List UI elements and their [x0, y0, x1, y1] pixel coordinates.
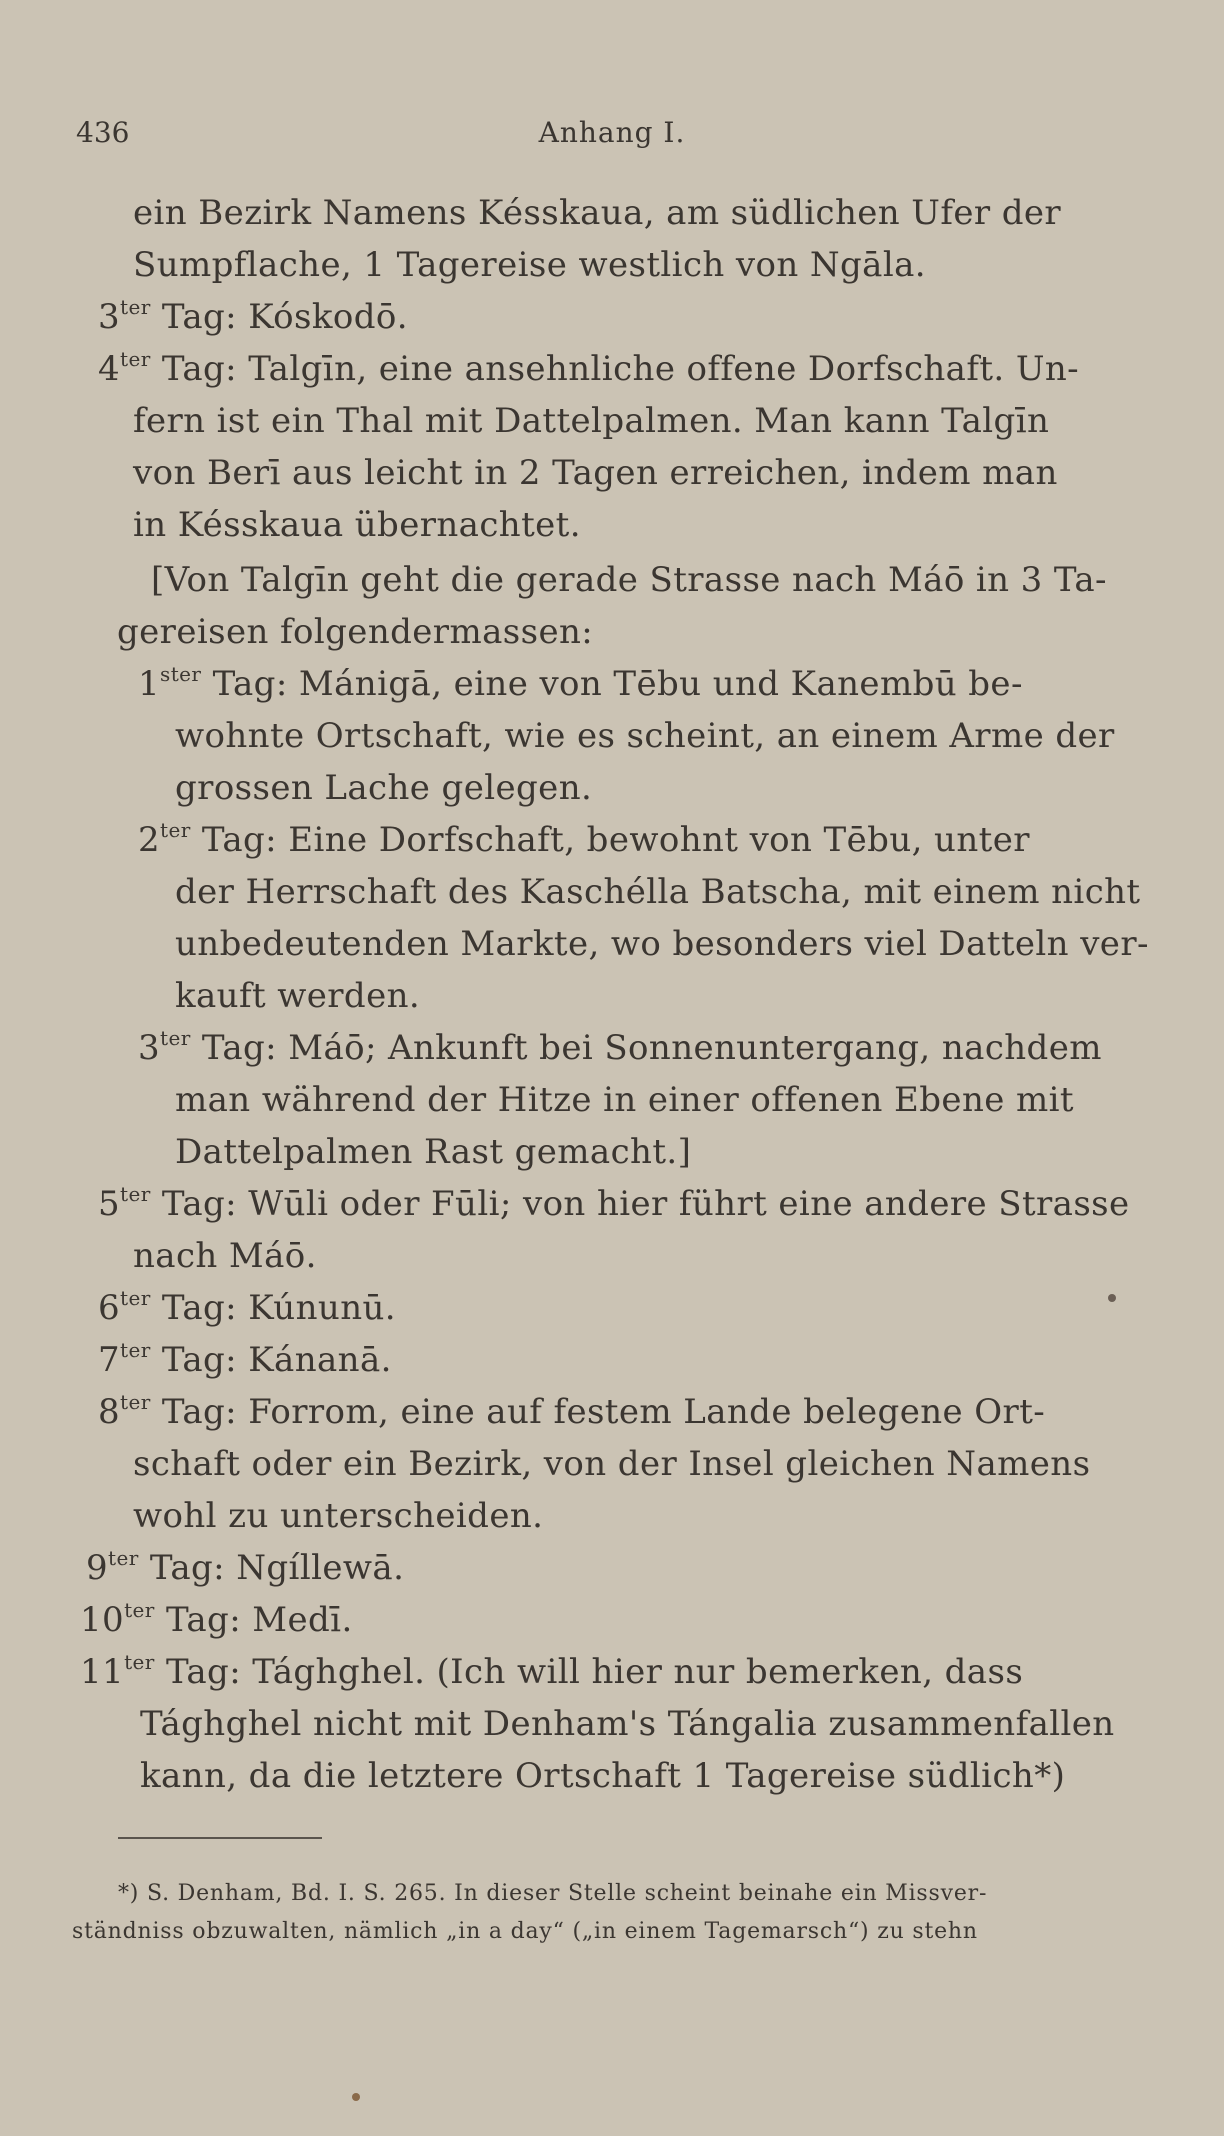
itinerary-subentry-day-2: $2^{ter}$ Tag: Eine Dorfschaft, bewohnt von Tēbu, unter	[138, 817, 1030, 860]
itinerary-entry-day-6: $6^{ter}$ Tag: Kúnunū.	[98, 1285, 396, 1328]
text-line: [Von Talgīn geht die gerade Strasse nach Máō in 3 Ta-	[151, 560, 1107, 600]
running-title: Anhang I.	[538, 116, 686, 149]
itinerary-entry-day-10: $10^{ter}$ Tag: Medī.	[80, 1597, 353, 1640]
itinerary-subentry-day-3: $3^{ter}$ Tag: Máō; Ankunft bei Sonnenuntergang, nachdem	[138, 1025, 1102, 1068]
text-line: Tághghel nicht mit Denham's Tángalia zusammenfallen	[140, 1704, 1115, 1744]
itinerary-entry-day-4: $4^{ter}$ Tag: Talgīn, eine ansehnliche offene Dorfschaft. Un-	[98, 346, 1080, 389]
text-line: schaft oder ein Bezirk, von der Insel gleichen Namens	[133, 1444, 1091, 1484]
text-line: fern ist ein Thal mit Dattelpalmen. Man kann Talgīn	[133, 401, 1050, 441]
text-line: nach Máō.	[133, 1236, 317, 1276]
text-line: der Herrschaft des Kaschélla Batscha, mit einem nicht	[175, 872, 1141, 912]
itinerary-entry-day-3: $3^{ter}$ Tag: Kóskodō.	[98, 294, 408, 337]
footnote-divider	[118, 1837, 322, 1839]
itinerary-entry-day-8: $8^{ter}$ Tag: Forrom, eine auf festem Lande belegene Ort-	[98, 1389, 1046, 1432]
text-line: unbedeutenden Markte, wo besonders viel Datteln ver-	[175, 924, 1149, 964]
text-line: in Késskaua übernachtet.	[133, 505, 581, 545]
text-line: kann, da die letztere Ortschaft 1 Tagereise südlich*)	[140, 1756, 1066, 1796]
text-line: von Berī aus leicht in 2 Tagen erreichen, indem man	[133, 453, 1058, 493]
page-number: 436	[76, 116, 130, 149]
text-line: Dattelpalmen Rast gemacht.]	[175, 1132, 692, 1172]
text-line: kauft werden.	[175, 976, 421, 1016]
paper-speck	[352, 2093, 360, 2101]
itinerary-entry-day-7: $7^{ter}$ Tag: Kánanā.	[98, 1337, 392, 1380]
itinerary-entry-day-9: $9^{ter}$ Tag: Ngíllewā.	[86, 1545, 405, 1588]
footnote-line: ständniss obzuwalten, nämlich „in a day“ („in einem Tagemarsch“) zu stehn	[72, 1919, 978, 1944]
text-line: wohl zu unterscheiden.	[133, 1496, 544, 1536]
text-line: ein Bezirk Namens Késskaua, am südlichen Ufer der	[133, 193, 1062, 233]
text-line: gereisen folgendermassen:	[117, 612, 594, 652]
paper-speck	[1108, 1294, 1116, 1302]
itinerary-subentry-day-1: $1^{ster}$ Tag: Mánigā, eine von Tēbu und Kanembū be-	[138, 661, 1023, 704]
itinerary-entry-day-11: $11^{ter}$ Tag: Tághghel. (Ich will hier nur bemerken, dass	[80, 1649, 1024, 1692]
text-line: grossen Lache gelegen.	[175, 768, 593, 808]
footnote-line: *) S. Denham, Bd. I. S. 265. In dieser Stelle scheint beinahe ein Missver-	[118, 1881, 988, 1906]
text-line: Sumpflache, 1 Tagereise westlich von Ngāla.	[133, 245, 927, 285]
itinerary-entry-day-5: $5^{ter}$ Tag: Wūli oder Fūli; von hier führt eine andere Strasse	[98, 1181, 1130, 1224]
text-line: wohnte Ortschaft, wie es scheint, an einem Arme der	[175, 716, 1115, 756]
text-line: man während der Hitze in einer offenen Ebene mit	[175, 1080, 1074, 1120]
